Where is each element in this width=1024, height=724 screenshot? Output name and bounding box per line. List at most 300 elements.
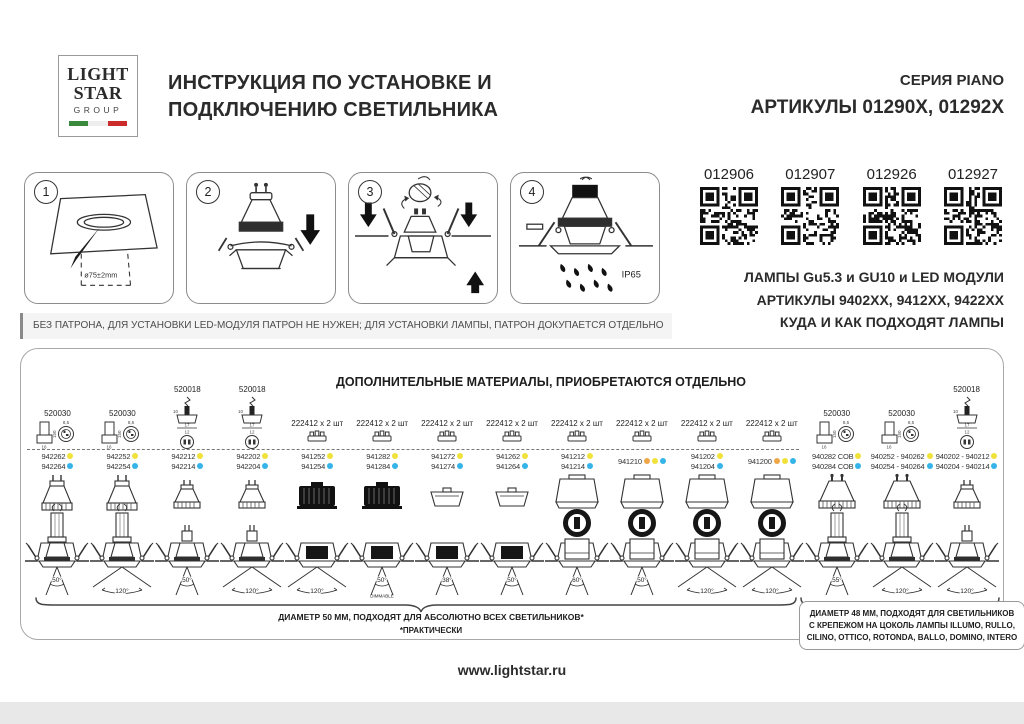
accessory [551,353,603,449]
led-module-flat-icon [496,488,528,506]
pin-stem-icon [182,525,192,541]
qr-caption [744,266,1004,334]
svg-text:8,5: 8,5 [842,420,849,425]
accessory [234,353,270,449]
article-code: 940252 - 940262 [870,451,925,461]
svg-text:12: 12 [964,429,970,435]
lamp-diagram: 120° 120° [220,473,284,598]
qr-label: 012906 [703,166,755,183]
gu10-lamp-icon [819,474,855,508]
color-dot-blue [587,463,593,469]
svg-text:17: 17 [184,422,190,428]
article-codes [366,449,398,473]
led-module-flat-icon [431,488,463,506]
caption-line-1: ЛАМПЫ Gu5.3 и GU10 и LED МОДУЛИ [744,269,1004,285]
color-dot-orange [774,458,780,464]
svg-text:10: 10 [952,409,958,414]
article-code: 941282 [366,451,391,461]
color-dot-blue [262,463,268,469]
socket-accessory-icon [35,419,79,449]
article-line [871,452,933,461]
color-dot-yellow [652,458,658,464]
socket-accessory-icon [815,419,859,449]
beam-angle: 120° [310,588,324,595]
accessory [421,353,473,449]
article-code: 941210 [617,456,642,466]
color-dot-blue [392,463,398,469]
beam-angle: 120° [959,588,974,595]
wire-connector-icon [696,429,718,443]
pin-stem-icon [247,525,257,541]
accessory [746,353,798,449]
svg-text:12: 12 [184,429,190,435]
accessory-code: 222412 x 2 шт [356,419,409,428]
article-code: 941272 [431,451,455,461]
article-code: 941254 [301,461,326,471]
gu53-lamp-icon [107,475,137,510]
accessory [35,353,79,449]
accessory-code: 222412 x 2 шт [680,419,733,428]
article-code: 940284 COB [812,461,854,471]
color-dot-blue [927,463,933,469]
article-code: 941202 [690,451,715,461]
color-dot-yellow [67,453,73,459]
pin-accessory-icon [949,395,985,449]
svg-text:8,5: 8,5 [63,420,70,425]
beam-angle-narrow [566,567,588,595]
beam-angle-narrow [176,567,198,595]
right-group-note [799,601,1024,650]
article-line [236,452,268,461]
logo-word-light: LIGHT [67,64,129,84]
article-code: 941204 [690,461,715,471]
article-code: 942254 [106,461,131,471]
color-dot-orange [644,458,650,464]
article-line [171,452,203,461]
article-codes [171,449,203,473]
pin-stem-icon [962,525,972,541]
socket-stem-icon [893,504,911,542]
logo-word-group: GROUP [73,105,123,115]
lamp-column [804,353,869,598]
article-line [431,462,463,471]
lamp-diagram: 50° 50° DIMMABLE [350,473,414,598]
color-dot-blue [855,463,861,469]
beam-angle-narrow [46,567,68,595]
svg-text:17: 17 [964,422,970,428]
beam-angle: 50° [182,577,193,584]
qr-image [944,187,1002,245]
article-code: 941252 [301,451,326,461]
logo-italian-flag [69,121,127,126]
article-code: 941212 [561,451,585,461]
ip65-label: IP65 [621,269,641,280]
article-codes [618,449,666,473]
lamp-diagram: 38° 38° [415,473,479,598]
beam-angle-wide [93,567,151,595]
article-codes [496,449,528,473]
accessory [880,353,924,449]
svg-text:150: 150 [831,430,837,438]
lamp-diagram: 50° 50° [25,473,89,598]
right-note-line2: С КРЕПЕЖОМ НА ЦОКОЛЬ ЛАМПЫ ILLUMO, RULLO, [809,621,1015,630]
article-line [936,462,998,471]
svg-text:16: 16 [886,444,892,449]
lamp-column [90,353,155,598]
article-codes [301,449,333,473]
article-code: 940282 COB [812,451,854,461]
socket-accessory-icon [880,419,924,449]
installation-steps [24,172,660,304]
led-module-black-icon [297,482,337,509]
svg-text:12: 12 [249,429,255,435]
qr-label: 012907 [785,166,836,183]
article-codes [42,449,74,473]
beam-angle: 60° [572,577,582,584]
water-drops-icon [559,263,614,293]
qr-label: 012927 [947,166,999,183]
article-codes [936,449,998,473]
wire-connector-icon [436,429,458,443]
wire-connector-icon [306,429,328,443]
color-dot-yellow [327,453,333,459]
article-line [171,462,203,471]
accessory [681,353,733,449]
accessory-code: 222412 x 2 шт [615,419,668,428]
article-line [301,462,333,471]
page-title-line2: ПОДКЛЮЧЕНИЮ СВЕТИЛЬНИКА [168,99,499,121]
accessory-code: 520030 [109,409,136,418]
color-dot-yellow [587,453,593,459]
beam-angle-narrow [826,567,848,595]
gu53-small-lamp-icon [239,480,265,508]
lamp-diagram: 120° 120° [285,473,349,598]
beam-angle-wide [743,567,801,595]
svg-text:150: 150 [117,430,123,438]
hole-diameter-label: ø75±2mm [84,270,118,280]
article-code: 942202 [236,451,261,461]
dimmable-label: DIMMABLE [370,593,394,598]
lamp-column [480,353,545,598]
beam-angle: 50° [377,577,388,584]
color-dot-blue [991,463,997,469]
svg-text:17: 17 [249,422,255,428]
color-dot-blue [67,463,73,469]
accessory [169,353,205,449]
color-dot-blue [790,458,796,464]
beam-angle-wide [678,567,736,595]
accessory-code: 520030 [44,409,71,418]
article-line [42,452,74,461]
materials-title: ДОПОЛНИТЕЛЬНЫЕ МАТЕРИАЛЫ, ПРИОБРЕТАЮТСЯ ОТДЕЛЬНО [336,375,746,389]
gu10-lamp-icon [884,474,920,508]
gu53-lamp-icon [42,475,72,510]
wire-connector-icon [501,429,523,443]
svg-text:150: 150 [52,430,58,438]
article-code: 942204 [236,461,261,471]
lamp-column [415,353,480,598]
lamp-diagram: 60° 60° [545,473,609,598]
step-panel-3 [348,172,498,304]
beam-angle-wide [288,567,346,595]
accessory-code: 520018 [238,385,266,394]
color-dot-yellow [262,453,268,459]
color-dot-yellow [132,453,138,459]
color-dot-yellow [855,453,861,459]
article-line [618,457,666,466]
beam-angle-narrow [371,567,393,595]
accessory-code: 520018 [953,385,980,394]
wire-connector-icon [371,429,393,443]
lamp-column [350,353,415,598]
article-line [812,462,861,471]
svg-text:16: 16 [41,444,47,449]
article-code: 942214 [171,461,196,471]
article-codes [236,449,268,473]
article-line [42,462,74,471]
lamp-diagram: 120° 120° [870,473,934,598]
lamp-column [869,353,934,598]
article-line [691,452,723,461]
qr-label: 012926 [866,166,917,183]
article-code: 942252 [106,451,131,461]
lamp-column [220,353,285,598]
qr-image [863,187,921,245]
beam-angle: 38° [442,577,453,584]
lamp-columns [25,353,999,598]
article-code: 941274 [431,461,455,471]
color-dot-yellow [522,453,528,459]
qr-code [857,166,927,245]
lamp-diagram: 120° 120° [675,473,739,598]
lamp-column [25,353,90,598]
lamp-column [285,353,350,598]
beam-angle: 50° [636,577,647,584]
accessory [815,353,859,449]
article-line [496,462,528,471]
article-codes [106,449,138,473]
color-dot-yellow [392,453,398,459]
gu53-small-lamp-icon [954,480,980,508]
page-title [168,70,498,124]
pin-accessory-icon [234,395,270,449]
beam-angle: 55° [831,577,842,584]
svg-text:150: 150 [896,430,902,438]
beam-angle: 120° [245,588,260,595]
beam-angle: 120° [115,588,130,595]
page-title-line1: ИНСТРУКЦИЯ ПО УСТАНОВКЕ И [168,72,492,94]
color-dot-blue [522,463,528,469]
accessory-code: 222412 x 2 шт [486,419,538,428]
lightstar-logo [58,55,138,137]
svg-text:8,5: 8,5 [907,420,914,425]
step-number: 4 [520,180,544,204]
lamp-diagram: 120° 120° [90,473,154,598]
accessory [486,353,538,449]
led-module-big-icon [621,475,663,535]
led-module-big-icon [751,475,793,535]
step-panel-1 [24,172,174,304]
color-dot-blue [457,463,463,469]
beam-angle: 120° [700,588,714,595]
color-dot-blue [660,458,666,464]
article-codes [431,449,463,473]
article-line [871,462,933,471]
beam-angle: 120° [894,588,909,595]
accessory [356,353,408,449]
article-line [301,452,333,461]
article-line [431,452,463,461]
article-line [106,462,138,471]
article-code: 941284 [366,461,391,471]
svg-text:16: 16 [106,444,112,449]
article-codes [871,449,933,473]
lamp-column [934,353,999,598]
article-codes [561,449,593,473]
article-line [496,452,528,461]
right-note-line1: ДИАМЕТР 48 ММ, ПОДХОДЯТ ДЛЯ СВЕТИЛЬНИКОВ [809,609,1015,618]
right-note-line3: CILINO, OTTICO, ROTONDA, BALLO, DOMINO, INTERO [806,633,1018,642]
article-code: 940202 - 940212 [935,451,990,461]
accessory [949,353,985,449]
color-dot-yellow [927,453,933,459]
article-line [106,452,138,461]
article-line [561,452,593,461]
article-code: 941264 [496,461,520,471]
article-line [236,462,268,471]
accessory-code: 222412 x 2 шт [551,419,603,428]
article-code: 942264 [41,461,66,471]
article-line [366,462,398,471]
pin-accessory-icon [169,395,205,449]
led-module-big-icon [556,475,598,535]
lamp-diagram: 50° 50° [610,473,674,598]
step-panel-4 [510,172,660,304]
accessory-code: 520018 [173,385,201,394]
logo-word-star: STAR [73,83,123,103]
accessory [291,353,343,449]
accessory [616,353,668,449]
color-dot-yellow [197,453,203,459]
wire-connector-icon [566,429,588,443]
article-code: 941214 [561,461,585,471]
beam-angle-wide [873,567,931,595]
svg-text:16: 16 [821,444,827,449]
accessory [100,353,144,449]
color-dot-yellow [717,453,723,459]
qr-image [781,187,839,245]
lamp-diagram: 50° 50° [155,473,219,598]
article-code: 940254 - 940264 [870,461,925,471]
step-panel-2 [186,172,336,304]
article-line [691,462,723,471]
footer-url: www.lightstar.ru [457,662,567,678]
article-code: 940204 - 940214 [935,461,990,471]
svg-text:10: 10 [173,409,179,414]
lamp-column [674,353,739,598]
article-line [561,462,593,471]
lamp-column [155,353,220,598]
article-codes [812,449,861,473]
article-codes [748,449,796,473]
gu53-small-lamp-icon [174,480,200,508]
articles-title: АРТИКУЛЫ 01290X, 01292X [750,97,1004,118]
left-note-line1: ДИАМЕТР 50 ММ, ПОДХОДЯТ ДЛЯ АБСОЛЮТНО ВСЕХ СВЕТИЛЬНИКОВ* [278,612,584,622]
socket-accessory-icon [100,419,144,449]
accessory-code: 520030 [888,409,915,418]
article-line [936,452,998,461]
color-dot-yellow [782,458,788,464]
article-codes [691,449,723,473]
lamp-column [739,353,804,598]
beam-angle-narrow [501,567,523,595]
beam-angle-wide [938,567,996,595]
article-line [366,452,398,461]
qr-row [694,166,1008,245]
lamp-diagram: 50° 50° [480,473,544,598]
beam-angle-narrow [436,567,458,595]
led-module-big-icon [686,475,728,535]
color-dot-yellow [457,453,463,459]
accessory-code: 222412 x 2 шт [745,419,798,428]
step-number: 1 [34,180,58,204]
series-block [751,72,1004,119]
lamp-diagram: 120° 120° [935,473,999,598]
footer-strip [0,702,1024,724]
lamp-diagram: 120° 120° [740,473,804,598]
caption-line-3: КУДА И КАК ПОДХОДЯТ ЛАМПЫ [779,314,1004,330]
wire-connector-icon [761,429,783,443]
accessory-code: 222412 x 2 шт [421,419,474,428]
svg-text:10: 10 [238,409,244,414]
color-dot-blue [197,463,203,469]
qr-code [938,166,1008,245]
article-line [748,457,796,466]
accessory-code: 222412 x 2 шт [291,419,344,428]
beam-angle: 120° [765,588,779,595]
left-note-line2: *ПРАКТИЧЕСКИ [399,626,463,635]
color-dot-blue [717,463,723,469]
step-number: 2 [196,180,220,204]
beam-angle: 50° [52,577,63,584]
color-dot-yellow [991,453,997,459]
accessory-code: 520030 [823,409,851,418]
lamp-column [545,353,610,598]
qr-code [775,166,845,245]
caption-line-2: АРТИКУЛЫ 9402XX, 9412XX, 9422XX [756,291,1004,308]
beam-angle-wide [223,567,281,595]
lamp-diagram: 55° 55° [805,473,869,598]
lamp-column [609,353,674,598]
article-code: 942212 [171,451,196,461]
article-code: 942262 [41,451,66,461]
socket-stem-icon [828,504,846,542]
dashed-separator [27,449,799,450]
article-line [812,452,861,461]
led-module-black-icon [362,482,402,509]
step-number: 3 [358,180,382,204]
beam-angle: 50° [507,577,517,584]
qr-image [700,187,758,245]
article-code: 941262 [496,451,520,461]
qr-code [694,166,764,245]
wire-connector-icon [631,429,653,443]
left-group-note [81,612,781,635]
note-bar: БЕЗ ПАТРОНА, ДЛЯ УСТАНОВКИ LED-МОДУЛЯ ПАТРОН НЕ НУЖЕН; ДЛЯ УСТАНОВКИ ЛАМПЫ, ПАТРОН ДОКУПАЕТСЯ ОТДЕЛЬНО [20,313,672,339]
beam-angle-narrow [631,567,653,595]
materials-panel [20,348,1018,642]
color-dot-blue [132,463,138,469]
